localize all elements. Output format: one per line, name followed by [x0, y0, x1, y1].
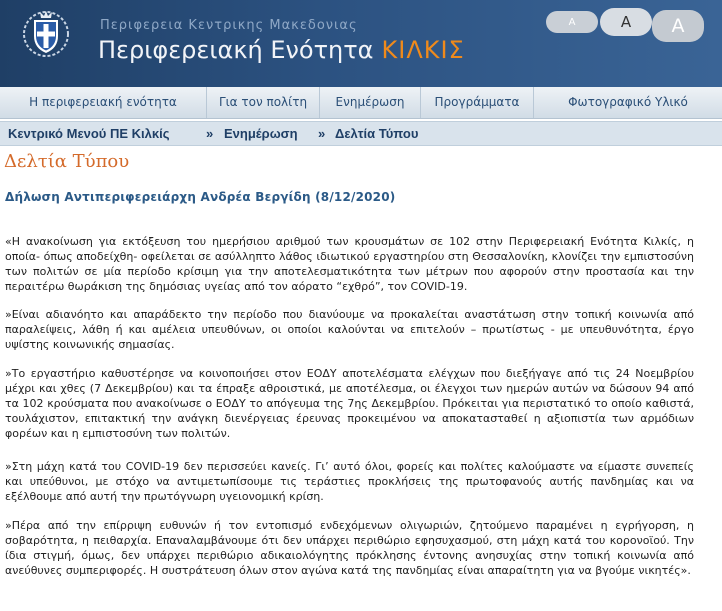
unit-title [98, 36, 465, 64]
page-title: Δελτία Τύπου [4, 151, 130, 172]
nav-item-programs[interactable]: Προγράμματα [421, 87, 534, 118]
main-nav [0, 87, 722, 119]
article-paragraph-2: »Είναι αδιανόητο και απαράδεκτο την περίοδο που διανύουμε να προκαλείται αναστάτωση στην τοπική κοινωνία από παραλείψεις, λάθη ή και αμέλεια υπευθύνων, οι οποίοι καλούνται να επιτελούν – πρωτίστως - με υπευθυνότητα, έργο υψίστης κοινωνικής σημασίας. [5, 308, 694, 351]
region-name: Περιφερεια Κεντρικης Μακεδονιας [100, 18, 358, 33]
article-paragraph-5: »Πέρα από την επίρριψη ευθυνών ή τον εντοπισμό ενδεχόμενων ολιγωριών, ζητούμενο παραμένει η εγρήγορση, η σοβαρότητα, η πειθαρχία. Επαναλαμβάνουμε ότι δεν υπάρχει περιθώριο εφησυχασμού, στη μάχη κατά του κορονοϊού. Την ίδια στιγμή, όμως, δεν υπάρχει περιθώριο αδικαιολόγητης πρόκλησης έντονης ανησυχίας στην τοπική κοινωνία από ανεύθυνες συμπεριφορές. Η συστράτευση όλων στον αγώνα κατά της πανδημίας είναι απαραίτητη για να βγούμε νικητές». [5, 519, 694, 577]
font-size-large-button[interactable]: A [652, 10, 704, 42]
breadcrumb-separator: » [318, 126, 326, 141]
nav-item-region-unit[interactable]: Η περιφερειακή ενότητα [0, 87, 207, 118]
unit-prefix: Περιφερειακή Ενότητα [98, 36, 374, 64]
breadcrumb-home-link[interactable]: Κεντρικό Μενού ΠΕ Κιλκίς [8, 126, 170, 141]
nav-item-news[interactable]: Ενημέρωση [320, 87, 421, 118]
article-paragraph-3: »Το εργαστήριο καθυστέρησε να κοινοποιήσει στον ΕΟΔΥ αποτελέσματα ελέγχων που διεξήγαγε από τις 24 Νοεμβρίου μέχρι και χθες (7 Δεκεμβρίου) και τα έπραξε αθροιστικά, με αποτέλεσμα, οι έλεγχοι των ημερών αυτών να δώσουν 94 από τα 102 κρούσματα που ανακοίνωσε ο ΕΟΔΥ το απόγευμα της 7ης Δεκεμβρίου. Πρόκειται για περιστατικό το οποίο καθιστά, τουλάχιστον, επιτακτική την ανάγκη διενέργειας έρευνας προκειμένου να αποκατασταθεί η αξιοπιστία των αρμόδιων φορέων και η εμπιστοσύνη των πολιτών. [5, 367, 694, 440]
nav-item-for-citizen[interactable]: Για τον πολίτη [207, 87, 320, 118]
article-paragraph-4: »Στη μάχη κατά του COVID-19 δεν περισσεύει κανείς. Γι’ αυτό όλοι, φορείς και πολίτες καλούμαστε να είμαστε συνεπείς και υπεύθυνοι, με στόχο να αντιμετωπίσουμε τις τεράστιες προκλήσεις της πρωτοφανούς αυτής πανδημίας και να εξέλθουμε από αυτή την πρωτόγνωρη υγειονομική κρίση. [5, 460, 694, 503]
greek-state-emblem-icon[interactable] [22, 6, 70, 58]
font-size-small-button[interactable]: A [546, 11, 598, 33]
font-size-medium-button[interactable]: A [600, 8, 652, 36]
breadcrumb-current: Δελτία Τύπου [335, 126, 419, 141]
unit-name: ΚΙΛΚΙΣ [381, 36, 465, 64]
breadcrumb-separator: » [206, 126, 214, 141]
nav-item-photos[interactable]: Φωτογραφικό Υλικό [568, 95, 688, 109]
article-paragraph-1: «Η ανακοίνωση για εκτόξευση του ημερήσιου αριθμού των κρουσμάτων σε 102 στην Περιφερειακή Ενότητα Κιλκίς, η οποία- όπως αποδείχθη- οφείλεται σε ασύλληπτο λάθος ιδιωτικού εργαστηρίου στη Θεσσαλονίκη, κλονίζει την εμπιστοσύνη των πολιτών σε μία περίοδο κρίσιμη για την αποτελεσματικότητα των μέτρων που αφορούν στην προστασία και την περαιτέρω θωράκιση της δημόσιας υγείας από τον αόρατο “εχθρό”, τον COVID-19. [5, 235, 694, 293]
article-title: Δήλωση Αντιπεριφερειάρχη Ανδρέα Βεργίδη (8/12/2020) [5, 190, 396, 204]
breadcrumb-news-link[interactable]: Ενημέρωση [224, 126, 298, 141]
site-header [0, 0, 722, 87]
breadcrumb [0, 121, 722, 146]
